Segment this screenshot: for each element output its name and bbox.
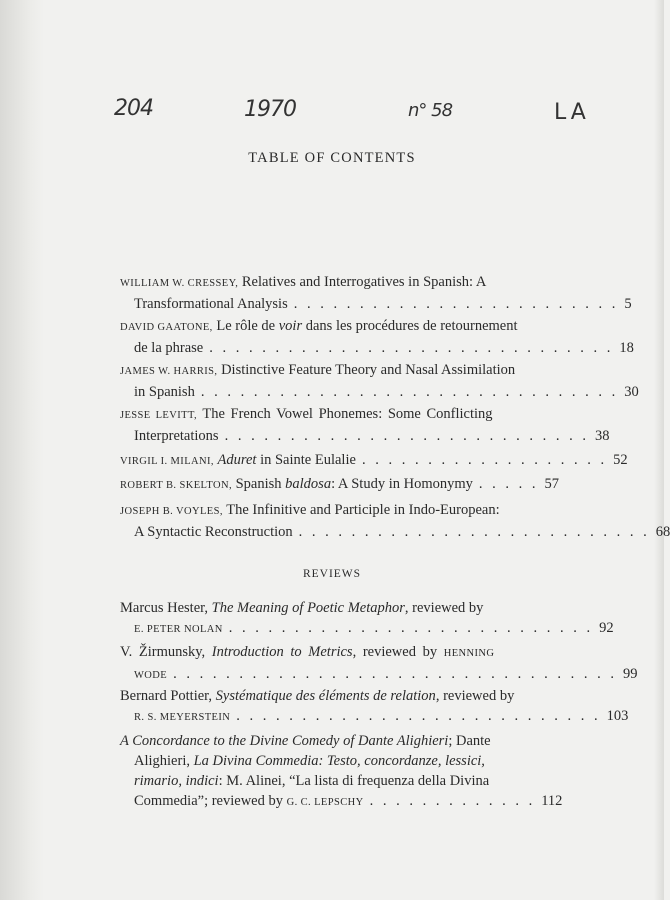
review-entry: V. Žirmunsky, Introduction to Metrics, reviewed by HENNING WODE . . . . . . . . . . . . . . . . . . . . . . . . . . . . . . . . . . 99 xyxy=(120,642,544,686)
handwritten-initials: LA xyxy=(554,100,590,125)
entry-page: 38 xyxy=(594,428,610,444)
toc-entry: ROBERT B. SKELTON, Spanish baldosa: A Study in Homonymy . . . . . 57 xyxy=(120,476,560,492)
toc-entry: JOSEPH B. VOYLES, The Infinitive and Participle in Indo-European: A Syntactic Reconstruction . . . . . . . . . . . . . . . . . . . . . . . . . . . 68 xyxy=(120,502,670,540)
entry-page: 99 xyxy=(622,666,638,682)
review-book: A Concordance to the Divine Comedy of Dante Alighieri xyxy=(120,733,449,749)
entry-title-cont: de la phrase xyxy=(134,340,204,356)
handwritten-year: 1970 xyxy=(244,97,296,122)
review-book: Introduction to Metrics xyxy=(211,644,353,660)
entry-author: ROBERT B. SKELTON, xyxy=(120,480,232,491)
handwritten-number: n° 58 xyxy=(408,100,453,121)
entry-author: VIRGIL I. MILANI, xyxy=(120,456,214,467)
entry-page: 5 xyxy=(624,296,632,312)
entry-author: JOSEPH B. VOYLES, xyxy=(120,506,223,517)
reviewer: G. C. LEPSCHY xyxy=(286,797,364,808)
toc-entry: VIRGIL I. MILANI, Aduret in Sainte Eulalie . . . . . . . . . . . . . . . . . . . 52 xyxy=(120,452,628,468)
review-book: Systématique des éléments de relation xyxy=(215,688,436,704)
page-title: TABLE OF CONTENTS xyxy=(248,150,416,166)
entry-author: JAMES W. HARRIS, xyxy=(120,366,218,377)
toc-entry: JESSE LEVITT, The French Vowel Phonemes: Some Conflicting Interpretations . . . . . . . . . . . . . . . . . . . . . . . . . . . . 38 xyxy=(120,406,610,444)
entry-author: WILLIAM W. CRESSEY, xyxy=(120,278,239,289)
entry-title: Distinctive Feature Theory and Nasal Assimilation xyxy=(221,362,516,378)
review-entry: A Concordance to the Divine Comedy of Dante Alighieri; Dante Alighieri, La Divina Commedia: Testo, concordanze, lessici, rimario, indici: M. Alinei, “La lista di frequenza della Divina Commedia”; reviewed by G. C. LEPSCHY . . . . . . . . . . . . . 112 xyxy=(120,733,563,809)
entry-page: 112 xyxy=(541,793,563,809)
review-entry: Bernard Pottier, Systématique des éléments de relation, reviewed by R. S. MEYERSTEIN . . . . . . . . . . . . . . . . . . . . . . . . . . . . 103 xyxy=(120,686,544,728)
entry-page: 52 xyxy=(613,452,628,468)
page-edge-shadow xyxy=(654,0,664,900)
entry-title: The French Vowel Phonemes: Some Conflicting xyxy=(202,406,493,422)
review-book: The Meaning of Poetic Metaphor xyxy=(211,600,405,616)
handwritten-volume: 204 xyxy=(114,96,153,121)
entry-page: 103 xyxy=(606,708,629,724)
toc-entry: JAMES W. HARRIS, Distinctive Feature Theory and Nasal Assimilation in Spanish . . . . . . . . . . . . . . . . . . . . . . . . . . . . . . . . 30 xyxy=(120,362,639,400)
entry-page: 18 xyxy=(619,340,634,356)
entry-page: 30 xyxy=(624,384,639,400)
entry-title-cont: Interpretations xyxy=(134,428,219,444)
entry-author: DAVID GAATONE, xyxy=(120,322,213,333)
reviewer: E. PETER NOLAN xyxy=(134,624,223,635)
entry-page: 57 xyxy=(544,476,560,492)
toc-entry: DAVID GAATONE, Le rôle de voir dans les procédures de retournement de la phrase . . . . . . . . . . . . . . . . . . . . . . . . . . . . . . . 18 xyxy=(120,318,634,356)
page-gutter-shadow xyxy=(0,0,44,900)
entry-title-cont: A Syntactic Reconstruction xyxy=(134,524,293,540)
entry-title: The Infinitive and Participle in Indo-European: xyxy=(226,502,500,518)
reviewer: WODE xyxy=(134,670,168,681)
review-entry: Marcus Hester, The Meaning of Poetic Metaphor, reviewed by E. PETER NOLAN . . . . . . . . . . . . . . . . . . . . . . . . . . . . 92 xyxy=(120,598,544,640)
entry-title-cont: in Spanish xyxy=(134,384,195,400)
reviews-heading: REVIEWS xyxy=(302,568,362,580)
entry-page: 68 xyxy=(655,524,670,540)
toc-entry: WILLIAM W. CRESSEY, Relatives and Interrogatives in Spanish: A Transformational Analysis . . . . . . . . . . . . . . . . . . . . . . . . . 5 xyxy=(120,274,632,312)
entry-title-cont: Transformational Analysis xyxy=(134,296,288,312)
reviewer: R. S. MEYERSTEIN xyxy=(134,712,231,723)
entry-author: JESSE LEVITT, xyxy=(120,410,197,421)
entry-title: Relatives and Interrogatives in Spanish: A xyxy=(241,274,487,290)
entry-page: 92 xyxy=(599,620,614,636)
